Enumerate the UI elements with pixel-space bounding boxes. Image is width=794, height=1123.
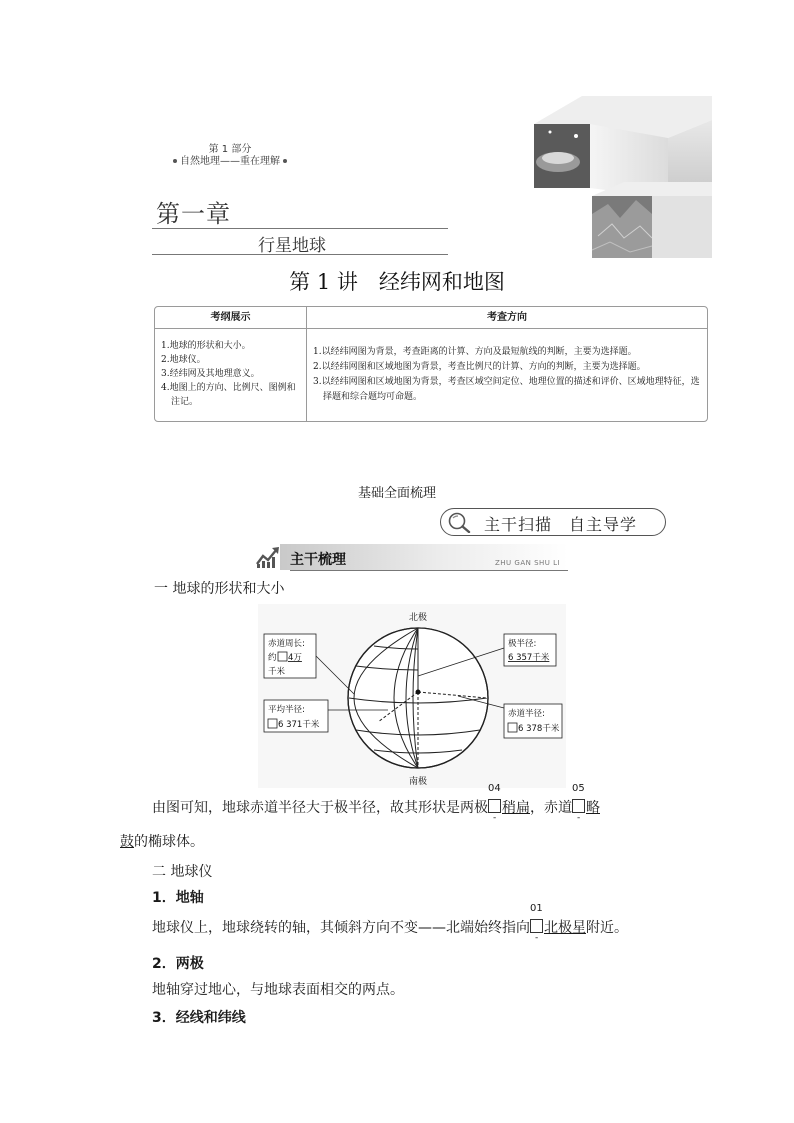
divider [290, 570, 568, 571]
answer-blank: 05 略 - [572, 783, 600, 823]
subheading-axis: 1．地轴 [152, 890, 204, 906]
polar-radius-label: 极半径: [508, 639, 537, 649]
divider [152, 228, 448, 229]
bullet-dot [173, 159, 177, 163]
trend-chart-icon [256, 546, 280, 568]
paragraph-shape: 由图可知，地球赤道半径大于极半径，故其形状是两极 04 稍扁 - ，赤道 05 略 - [152, 783, 600, 823]
table-header-direction: 考查方向 [307, 307, 707, 329]
outline-list [155, 329, 307, 421]
chapter-label: 第一章 [156, 200, 231, 228]
subheading-lines: 3．经线和纬线 [152, 1010, 246, 1026]
pill-label: 主干扫描 自主导学 [484, 515, 638, 534]
south-pole-label: 南极 [408, 777, 428, 787]
lesson-title: 第 1 讲 经纬网和地图 [289, 270, 505, 294]
heading-shape-size: 一 地球的形状和大小 [154, 581, 285, 597]
part-title: 自然地理——重在理解 [180, 156, 280, 167]
equator-circumference-value: 4万 [288, 653, 302, 663]
bullet-dot [283, 159, 287, 163]
mean-radius-label: 平均半径: [268, 705, 305, 715]
equator-circumference-label: 赤道周长: [268, 639, 305, 649]
exam-outline-table [154, 306, 708, 422]
list-item: 1.地球的形状和大小。 [161, 341, 251, 351]
divider [152, 254, 448, 255]
paragraph-shape-cont: 鼓的椭球体。 [120, 834, 204, 850]
section-banner-pinyin: ZHU GAN SHU LI [495, 559, 561, 567]
list-item: 3.以经纬网图和区域地图为背景，考查区域空间定位、地理位置的描述和评价、区域地理特征，选择题和综合题均可命题。 [313, 377, 700, 402]
list-item: 4.地图上的方向、比例尺、图例和注记。 [161, 383, 296, 407]
part-number: 第 1 部分 [208, 144, 252, 155]
subheading-poles: 2．两极 [152, 956, 204, 972]
chapter-cube-illustration [520, 96, 712, 258]
north-pole-label: 北极 [408, 613, 428, 623]
part-heading [160, 144, 300, 168]
mean-radius-value: 6 371千米 [278, 720, 320, 730]
list-item: 1.以经纬网图为背景，考查距离的计算、方向及最短航线的判断，主要为选择题。 [313, 347, 637, 357]
paragraph-axis: 地球仪上，地球绕转的轴，其倾斜方向不变——北端始终指向 01 北极星 - 附近。 [152, 903, 628, 943]
table-header-outline: 考纲展示 [155, 307, 307, 329]
equator-circumference-unit: 千米 [268, 667, 286, 677]
paragraph-poles: 地轴穿过地心，与地球表面相交的两点。 [152, 982, 404, 998]
magnifier-icon [446, 511, 472, 533]
equator-circumference-approx: 约 [268, 653, 277, 663]
section-title: 基础全面梳理 [357, 486, 436, 501]
polar-radius-value: 6 357千米 [508, 653, 550, 663]
equatorial-radius-value: 6 378千米 [518, 724, 560, 734]
list-item: 2.地球仪。 [161, 355, 206, 365]
chapter-title: 行星地球 [258, 236, 326, 256]
heading-globe: 二 地球仪 [152, 864, 213, 880]
list-item: 2.以经纬网图和区域地图为背景，考查比例尺的计算、方向的判断，主要为选择题。 [313, 362, 646, 372]
list-item: 3.经纬网及其地理意义。 [161, 369, 260, 379]
answer-blank: 01 北极星 - [530, 903, 586, 943]
earth-shape-diagram [258, 604, 566, 788]
direction-list [307, 329, 707, 421]
equatorial-radius-label: 赤道半径: [508, 709, 545, 719]
answer-blank: 04 稍扁 - [488, 783, 530, 823]
section-banner-title: 主干梳理 [290, 552, 346, 568]
